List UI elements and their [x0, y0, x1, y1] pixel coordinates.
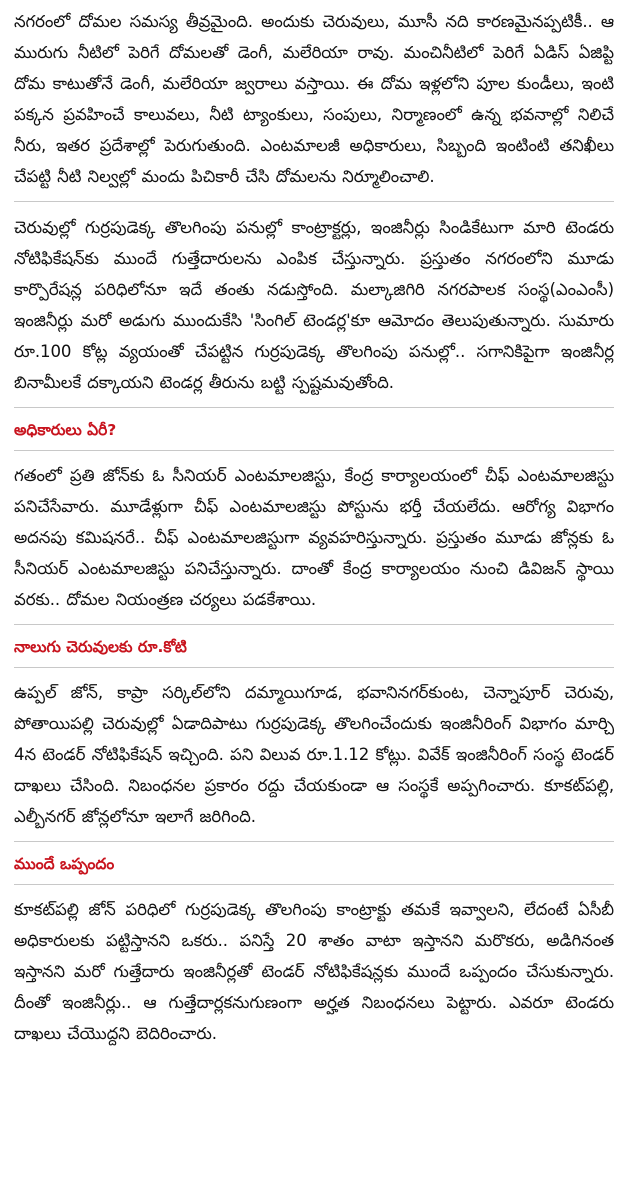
section-heading: ముందే ఒప్పందం: [14, 855, 115, 873]
section-heading: నాలుగు చెరువులకు రూ.కోటి: [14, 638, 187, 656]
section-divider: [14, 201, 614, 202]
section-four-lakes: [14, 635, 614, 832]
section-divider: [14, 667, 614, 668]
section-heading: అధికారులు ఏరీ?: [14, 421, 117, 439]
section-divider: [14, 841, 614, 842]
article-paragraph-tenders: చెరువుల్లో గుర్రపుడెక్క తొలగింపు పనుల్లో కాంట్రాక్టర్లు, ఇంజినీర్లు సిండికేటుగా మారి టెండరు నోటిఫికేషన్‌కు ముందే గుత్తేదారులను ఎంపిక చేస్తున్నారు. ప్రస్తుతం నగరంలోని మూడు కార్పొరేషన్ల పరిధిలోనూ ఇదే తంతు నడుస్తోంది. మల్కాజిగిరి నగరపాలక సంస్థ(ఎంఎంసీ) ఇంజినీర్లు మరో అడుగు ముందుకేసి 'సింగిల్ టెండర్ల'కూ ఆమోదం తెలుపుతున్నారు. సుమారు రూ.100 కోట్ల వ్యయంతో చేపట్టిన గుర్రపుడెక్క తొలగింపు పనుల్లో.. సగానికిపైగా ఇంజినీర్ల బినామీలకే దక్కాయని టెండర్ల తీరును బట్టి స్పష్టమవుతోంది.: [14, 218, 614, 392]
section-officials: [14, 418, 614, 615]
section-divider: [14, 407, 614, 408]
section-body: ఉప్పల్ జోన్, కాప్రా సర్కిల్‌లోని దమ్మాయిగూడ, భవానినగర్‌కుంట, చెన్నాపూర్ చెరువు, పోతాయిపల్లి చెరువుల్లో ఏడాదిపాటు గుర్రపుడెక్క తొలగించేందుకు ఇంజినీరింగ్ విభాగం మార్చి 4న టెండర్ నోటిఫికేషన్ ఇచ్చింది. పని విలువ రూ.1.12 కోట్లు. వివేక్ ఇంజినీరింగ్ సంస్థ టెండర్ దాఖలు చేసింది. నిబంధనల ప్రకారం రద్దు చేయకుండా ఆ సంస్థకే అప్పగించారు. కూకట్‌పల్లి, ఎల్బీనగర్ జోన్లలోనూ ఇలాగే జరిగింది.: [14, 683, 614, 826]
section-body: కూకట్‌పల్లి జోన్ పరిధిలో గుర్రపుడెక్క తొలగింపు కాంట్రాక్టు తమకే ఇవ్వాలని, లేదంటే ఏసీబీ అధికారులకు పట్టిస్తానని ఒకరు.. పనిస్తే 20 శాతం వాటా ఇస్తానని మరొకరు, అడిగినంత ఇస్తానని మరో గుత్తేదారు ఇంజినీర్లతో టెండర్ నోటిఫికేషన్లకు ముందే ఒప్పందం చేసుకున్నారు. దీంతో ఇంజినీర్లు.. ఆ గుత్తేదార్లకనుగుణంగా అర్హత నిబంధనలు పెట్టారు. ఎవరూ టెండరు దాఖలు చేయొద్దని బెదిరించారు.: [14, 900, 614, 1043]
section-divider: [14, 450, 614, 451]
section-divider: [14, 624, 614, 625]
section-divider: [14, 884, 614, 885]
section-body: గతంలో ప్రతి జోన్‌కు ఓ సీనియర్ ఎంటమాలజిస్టు, కేంద్ర కార్యాలయంలో చీఫ్ ఎంటమాలజిస్టు పనిచేసేవారు. మూడేళ్లుగా చీఫ్ ఎంటమాలజిస్టు పోస్టును భర్తీ చేయలేదు. ఆరోగ్య విభాగం అదనపు కమిషనరే.. చీఫ్ ఎంటమాలజిస్టుగా వ్యవహరిస్తున్నారు. ప్రస్తుతం మూడు జోన్లకు ఓ సీనియర్ ఎంటమాలజిస్టు పనిచేస్తున్నారు. దాంతో కేంద్ర కార్యాలయం నుంచి డివిజన్ స్థాయి వరకు.. దోమల నియంత్రణ చర్యలు పడకేశాయి.: [14, 466, 614, 609]
article-paragraph-intro: నగరంలో దోమల సమస్య తీవ్రమైంది. అందుకు చెరువులు, మూసీ నది కారణమైనప్పటికీ.. ఆ మురుగు నీటిలో పెరిగే దోమలతో డెంగీ, మలేరియా రావు. మంచినీటిలో పెరిగే ఏడిస్ ఏజిప్టి దోమ కాటుతోనే డెంగీ, మలేరియా జ్వరాలు వస్తాయి. ఈ దోమ ఇళ్లలోని పూల కుండీలు, ఇంటి పక్కన ప్రవహించే కాలువలు, నీటి ట్యాంకులు, సంపులు, నిర్మాణంలో ఉన్న భవనాల్లో నిలిచే నీరు, ఇతర ప్రదేశాల్లో పెరుగుతుంది. ఎంటమాలజీ అధికారులు, సిబ్బంది ఇంటింటి తనిఖీలు చేపట్టి నీటి నిల్వల్లో మందు పిచికారీ చేసి దోమలను నిర్మూలించాలి.: [14, 12, 614, 186]
section-prior-agreement: [14, 852, 614, 1049]
